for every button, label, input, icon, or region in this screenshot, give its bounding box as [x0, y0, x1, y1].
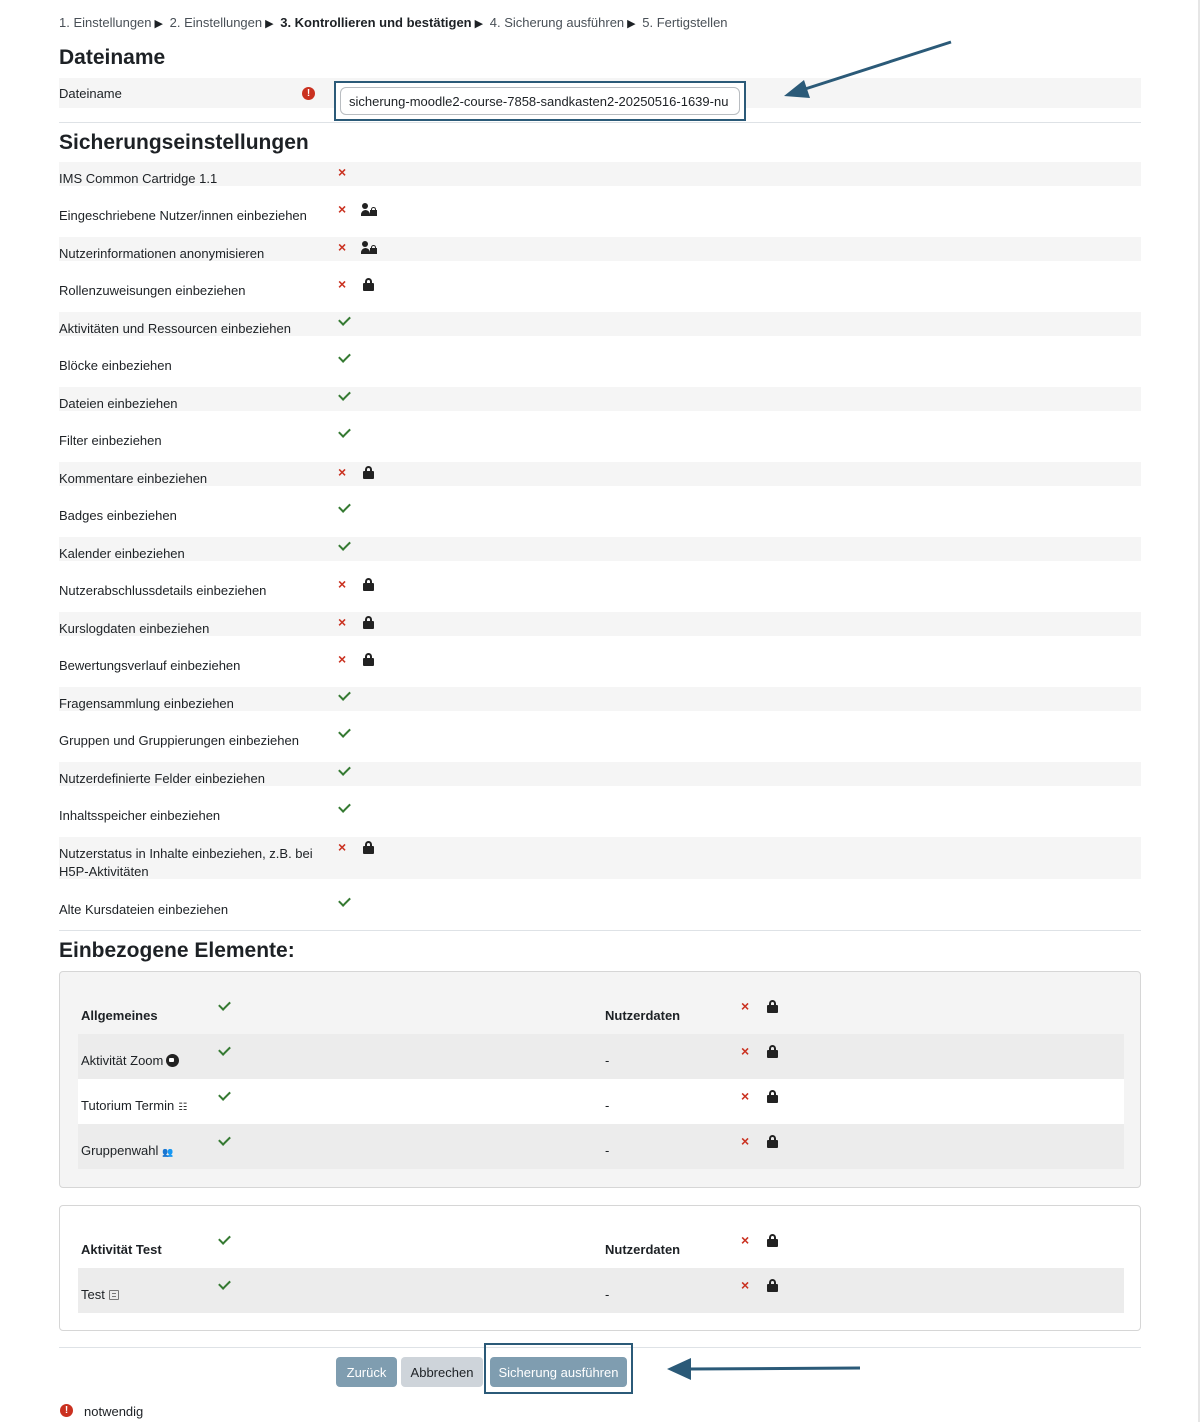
annotation-arrow-run-button — [664, 1355, 864, 1385]
check-icon — [338, 388, 351, 401]
lock-icon — [767, 1234, 778, 1247]
quiz-icon — [109, 1290, 119, 1300]
setting-label: Inhaltsspeicher einbeziehen — [59, 808, 221, 823]
no-icon: × — [741, 998, 750, 1014]
setting-label: Kurslogdaten einbeziehen — [59, 621, 210, 636]
check-icon — [338, 688, 351, 701]
check-icon — [338, 313, 351, 326]
setting-row — [59, 893, 1141, 917]
userdata-value: - — [605, 1287, 610, 1302]
no-icon: × — [338, 651, 347, 667]
userdata-value: - — [605, 1053, 610, 1068]
included-header-row — [78, 1223, 1124, 1268]
setting-label: Nutzerdefinierte Felder einbeziehen — [59, 771, 265, 786]
no-icon: × — [338, 464, 347, 480]
scheduler-icon: ☷ — [178, 1102, 188, 1113]
no-icon: × — [338, 839, 347, 855]
lock-icon — [767, 1279, 778, 1292]
filename-row — [59, 78, 1141, 108]
included-header-row — [78, 989, 1124, 1034]
check-icon — [338, 500, 351, 513]
lock-icon — [767, 1045, 778, 1058]
no-icon: × — [338, 201, 347, 217]
section-name: Allgemeines — [81, 1008, 158, 1023]
setting-row — [59, 462, 1141, 486]
setting-row — [59, 799, 1141, 823]
check-icon — [218, 1088, 231, 1101]
setting-label: Kommentare einbeziehen — [59, 471, 208, 486]
setting-label: Badges einbeziehen — [59, 508, 177, 523]
run-backup-button[interactable]: Sicherung ausführen — [490, 1357, 627, 1387]
check-icon — [338, 763, 351, 776]
userdata-value: - — [605, 1098, 610, 1113]
included-card-general — [59, 971, 1141, 1188]
setting-label: Fragensammlung einbeziehen — [59, 696, 234, 711]
setting-row — [59, 312, 1141, 336]
step-1: 1. Einstellungen — [59, 15, 152, 30]
step-4: 4. Sicherung ausführen — [489, 15, 625, 30]
lock-icon — [767, 1135, 778, 1148]
step-separator: ▶ — [627, 18, 636, 30]
check-icon — [338, 350, 351, 363]
section-divider — [59, 930, 1141, 931]
no-icon: × — [338, 576, 347, 592]
setting-label: Blöcke einbeziehen — [59, 358, 172, 373]
section-divider — [59, 122, 1141, 123]
activity-name: Tutorium Termin ☷ — [81, 1098, 188, 1113]
no-icon: × — [741, 1232, 750, 1248]
back-button[interactable]: Zurück — [336, 1357, 397, 1387]
setting-row — [59, 387, 1141, 411]
backup-steps-breadcrumb — [59, 15, 728, 30]
check-icon — [338, 800, 351, 813]
lock-icon — [363, 278, 374, 291]
lock-icon — [767, 1090, 778, 1103]
setting-row — [59, 762, 1141, 786]
step-2: 2. Einstellungen — [169, 15, 263, 30]
check-icon — [218, 1232, 231, 1245]
setting-label: Nutzerinformationen anonymisieren — [59, 246, 265, 261]
setting-row — [59, 349, 1141, 373]
user-lock-icon — [361, 203, 377, 216]
setting-row — [59, 499, 1141, 523]
setting-label: IMS Common Cartridge 1.1 — [59, 171, 218, 186]
setting-label: Alte Kursdateien einbeziehen — [59, 902, 229, 917]
no-icon: × — [338, 276, 347, 292]
filename-label: Dateiname — [59, 86, 122, 101]
setting-label: Nutzerabschlussdetails einbeziehen — [59, 583, 267, 598]
check-icon — [218, 998, 231, 1011]
settings-heading: Sicherungseinstellungen — [59, 131, 309, 154]
activity-name: Gruppenwahl 👥 — [81, 1143, 174, 1158]
setting-row — [59, 537, 1141, 561]
section-name: Aktivität Test — [81, 1242, 162, 1257]
filename-input[interactable] — [340, 87, 740, 115]
setting-row — [59, 687, 1141, 711]
setting-label: Nutzerstatus in Inhalte einbeziehen, z.B. bei H5P-Aktivitäten — [59, 846, 313, 879]
setting-row — [59, 162, 1141, 186]
included-activity-row — [78, 1268, 1124, 1313]
required-icon: ! — [302, 87, 315, 100]
no-icon: × — [741, 1043, 750, 1059]
setting-row — [59, 724, 1141, 748]
lock-icon — [363, 466, 374, 479]
userdata-value: - — [605, 1143, 610, 1158]
setting-row — [59, 424, 1141, 448]
no-icon: × — [741, 1277, 750, 1293]
setting-label: Rollenzuweisungen einbeziehen — [59, 283, 246, 298]
lock-icon — [363, 653, 374, 666]
userdata-label: Nutzerdaten — [605, 1242, 681, 1257]
setting-label: Eingeschriebene Nutzer/innen einbeziehen — [59, 208, 307, 223]
setting-row — [59, 837, 1141, 879]
no-icon: × — [741, 1088, 750, 1104]
lock-icon — [363, 578, 374, 591]
no-icon: × — [741, 1133, 750, 1149]
userdata-label: Nutzerdaten — [605, 1008, 681, 1023]
step-3-current: 3. Kontrollieren und bestätigen — [280, 15, 472, 30]
included-heading: Einbezogene Elemente: — [59, 939, 295, 962]
step-separator: ▶ — [154, 18, 163, 30]
lock-icon — [363, 616, 374, 629]
setting-label: Dateien einbeziehen — [59, 396, 178, 411]
filename-annotation-frame — [334, 81, 746, 121]
setting-label: Filter einbeziehen — [59, 433, 162, 448]
zoom-icon — [166, 1054, 179, 1067]
required-legend-label: notwendig — [84, 1404, 144, 1419]
step-separator: ▶ — [474, 18, 484, 30]
setting-row — [59, 574, 1141, 598]
check-icon — [338, 538, 351, 551]
annotation-arrow-filename — [780, 38, 955, 102]
no-icon: × — [338, 239, 347, 255]
setting-label: Bewertungsverlauf einbeziehen — [59, 658, 241, 673]
no-icon: × — [338, 164, 347, 180]
cancel-button[interactable]: Abbrechen — [401, 1357, 483, 1387]
setting-row — [59, 237, 1141, 261]
setting-row — [59, 199, 1141, 223]
setting-label: Kalender einbeziehen — [59, 546, 185, 561]
activity-name: Test — [81, 1287, 119, 1302]
group-icon: 👥 — [162, 1147, 174, 1157]
lock-icon — [363, 841, 374, 854]
check-icon — [338, 894, 351, 907]
no-icon: × — [338, 614, 347, 630]
required-icon: ! — [60, 1404, 73, 1417]
setting-row — [59, 649, 1141, 673]
included-card-test — [59, 1205, 1141, 1331]
setting-row — [59, 274, 1141, 298]
check-icon — [218, 1133, 231, 1146]
setting-label: Aktivitäten und Ressourcen einbeziehen — [59, 321, 291, 336]
check-icon — [338, 725, 351, 738]
step-separator: ▶ — [265, 18, 274, 30]
included-activity-row — [78, 1124, 1124, 1169]
included-activity-row — [78, 1034, 1124, 1079]
check-icon — [338, 425, 351, 438]
run-backup-annotation-frame — [484, 1343, 633, 1394]
user-lock-icon — [361, 241, 377, 254]
setting-row — [59, 612, 1141, 636]
setting-label: Gruppen und Gruppierungen einbeziehen — [59, 733, 299, 748]
check-icon — [218, 1043, 231, 1056]
filename-heading: Dateiname — [59, 46, 166, 69]
check-icon — [218, 1277, 231, 1290]
activity-name: Aktivität Zoom — [81, 1053, 179, 1068]
step-5: 5. Fertigstellen — [642, 15, 728, 30]
lock-icon — [767, 1000, 778, 1013]
included-activity-row — [78, 1079, 1124, 1124]
